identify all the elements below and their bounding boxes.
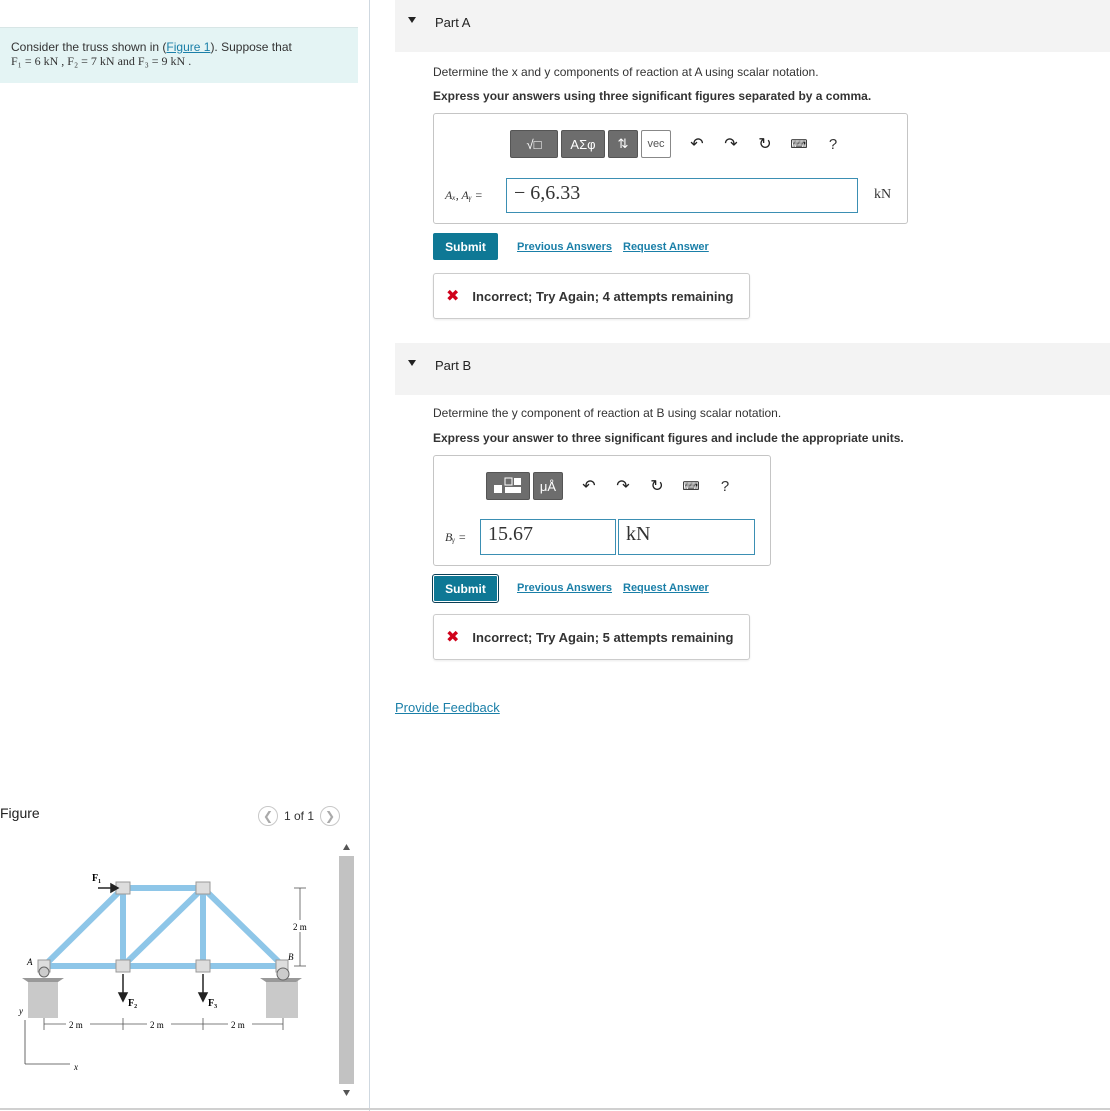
label-b: B [288, 952, 294, 962]
templates-button[interactable] [486, 472, 530, 500]
part-a-instruction: Determine the x and y components of reaction at A using scalar notation. [433, 65, 819, 79]
part-b-header[interactable] [395, 343, 1110, 395]
ground-left [22, 978, 64, 1018]
dim-ab-3: 2 m [231, 1020, 245, 1030]
part-b-title: Part B [435, 358, 472, 373]
problem-values: F₁ = 6 kN , F₂ = 7 kN and F₃ = 9 kN . [11, 54, 192, 68]
vec-button[interactable]: vec [641, 130, 671, 158]
dim-ab-1: 2 m [69, 1020, 83, 1030]
next-figure-button[interactable]: ❯ [320, 806, 340, 826]
scroll-thumb[interactable] [339, 856, 354, 1084]
part-b-answer-box [433, 455, 771, 566]
templates-button[interactable]: √□ [510, 130, 558, 158]
label-f2: F₂ [128, 998, 138, 1009]
part-a-feedback-text: Incorrect; Try Again; 4 attempts remaining [472, 288, 734, 304]
scroll-up-icon[interactable] [343, 844, 350, 850]
problem-statement [0, 27, 358, 83]
part-b-feedback-text: Incorrect; Try Again; 5 attempts remaining [472, 629, 734, 645]
part-a-title: Part A [435, 15, 471, 30]
keyboard-icon[interactable]: ⌨ [790, 137, 808, 151]
keyboard-icon[interactable]: ⌨ [682, 479, 700, 493]
scroll-down-icon[interactable] [343, 1090, 350, 1096]
part-a-request-answer-link[interactable]: Request Answer [623, 241, 709, 253]
greek-button[interactable]: AΣφ [561, 130, 605, 158]
part-a-answer-box [433, 113, 908, 224]
label-f3: F₃ [208, 998, 218, 1009]
part-b-unit-input[interactable]: kN [618, 519, 755, 555]
collapse-triangle-icon[interactable] [408, 360, 416, 366]
part-a-header[interactable] [395, 0, 1110, 52]
part-b-previous-answers-link[interactable]: Previous Answers [517, 582, 612, 594]
dim-height: 2 m [293, 922, 307, 932]
dim-ab-2: 2 m [150, 1020, 164, 1030]
arrows-button[interactable]: ⇅ [608, 130, 638, 158]
redo-icon[interactable]: ↷ [724, 136, 738, 153]
problem-text-post: ). Suppose that [210, 40, 292, 54]
left-column [0, 0, 370, 1111]
figure-title: Figure [0, 805, 40, 821]
help-icon[interactable]: ? [720, 477, 730, 495]
templates-icon [493, 477, 523, 495]
coordinate-axes [25, 1020, 70, 1064]
incorrect-x-icon: ✖ [446, 629, 460, 646]
reset-icon[interactable]: ↻ [650, 478, 664, 495]
prev-figure-button[interactable]: ❮ [258, 806, 278, 826]
axis-x-label: x [74, 1062, 78, 1072]
problem-text-pre: Consider the truss shown in ( [11, 40, 167, 54]
collapse-triangle-icon[interactable] [408, 17, 416, 23]
part-a-previous-answers-link[interactable]: Previous Answers [517, 241, 612, 253]
part-a-unit: kN [874, 187, 892, 202]
part-a-submit-button[interactable]: Submit [433, 233, 498, 260]
undo-icon[interactable]: ↶ [582, 478, 596, 495]
truss-figure [0, 838, 336, 1108]
units-button[interactable]: μÅ [533, 472, 563, 500]
provide-feedback-link[interactable]: Provide Feedback [395, 700, 500, 715]
axis-y-label: y [19, 1006, 23, 1016]
part-b-value-input[interactable]: 15.67 [480, 519, 616, 555]
roller-support-b [277, 968, 289, 980]
label-f1: F₁ [92, 873, 102, 884]
part-b-instruction: Determine the y component of reaction at B using scalar notation. [433, 406, 782, 420]
part-a-toolbar [510, 130, 844, 158]
figure-link[interactable]: Figure 1 [166, 40, 211, 54]
truss-members [44, 888, 283, 966]
part-b-emphasis: Express your answer to three significant figures and include the appropriate units. [433, 431, 904, 445]
part-b-feedback [433, 614, 750, 660]
part-b-request-answer-link[interactable]: Request Answer [623, 582, 709, 594]
undo-icon[interactable]: ↶ [690, 136, 704, 153]
help-icon[interactable]: ? [828, 135, 838, 153]
label-a: A [27, 957, 33, 967]
part-a-label: Aₓ, Aᵧ = [445, 188, 483, 202]
part-a-emphasis: Express your answers using three significant figures separated by a comma. [433, 89, 872, 103]
pin-support-a [39, 967, 49, 977]
part-b-label: Bᵧ = [445, 530, 467, 544]
bottom-border [0, 1108, 1110, 1110]
redo-icon[interactable]: ↷ [616, 478, 630, 495]
part-b-submit-button[interactable]: Submit [433, 575, 498, 602]
figure-pager-text: 1 of 1 [284, 809, 315, 823]
figure-scrollbar[interactable] [338, 838, 355, 1102]
incorrect-x-icon: ✖ [446, 288, 460, 305]
ground-right [260, 978, 302, 1018]
reset-icon[interactable]: ↻ [758, 136, 772, 153]
part-a-input[interactable]: − 6,6.33 [506, 178, 858, 213]
part-a-feedback [433, 273, 750, 319]
figure-pager [258, 806, 340, 826]
part-b-toolbar [486, 472, 736, 500]
